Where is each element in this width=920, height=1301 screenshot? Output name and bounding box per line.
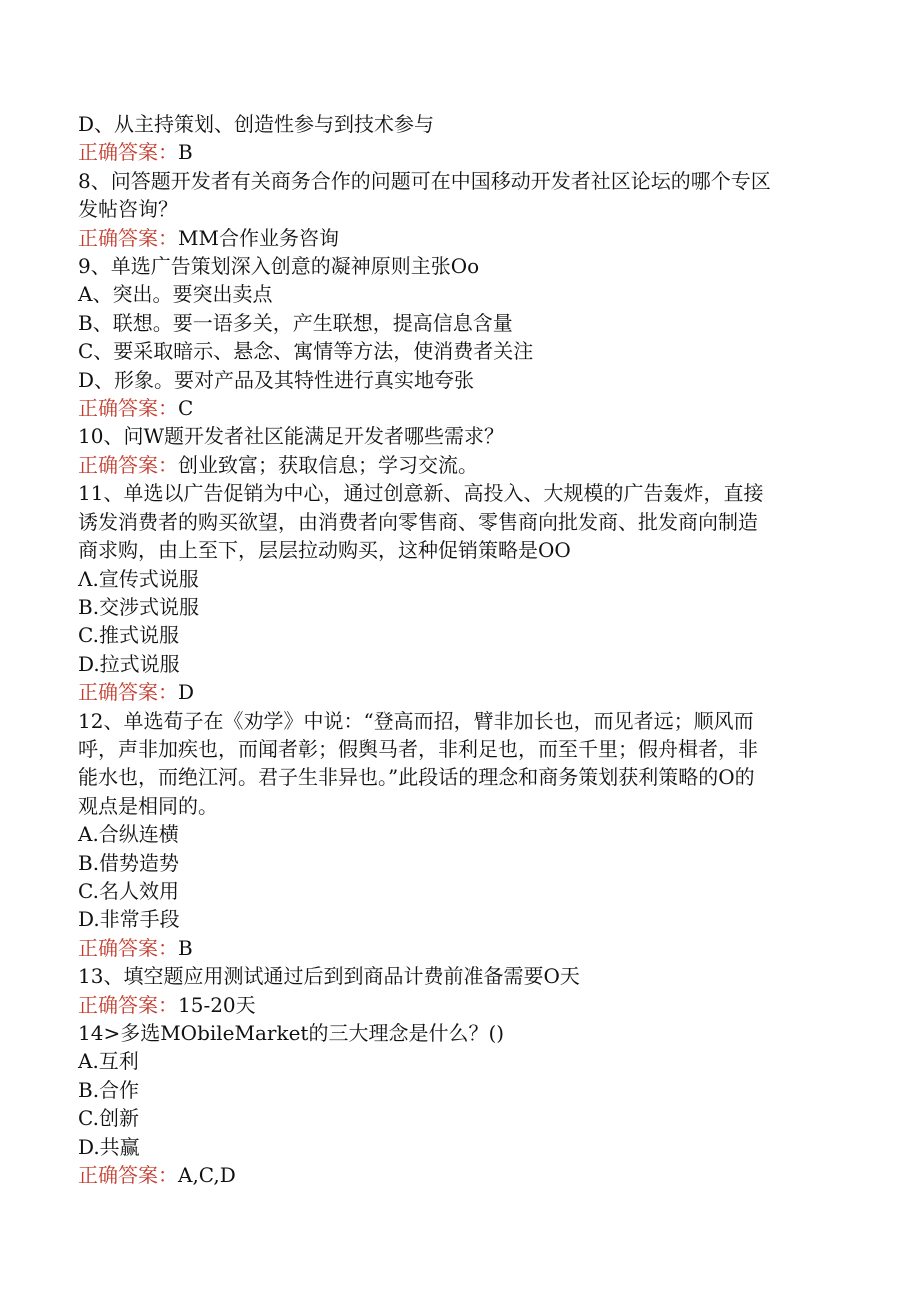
answer-line bbox=[78, 394, 838, 422]
answer-label: 正确答案： bbox=[78, 1163, 178, 1188]
text-line: D、从主持策划、创造性参与到技术参与 bbox=[78, 112, 435, 136]
answer-line bbox=[78, 678, 838, 706]
text-line: A.互利 bbox=[78, 1049, 139, 1074]
answer-line bbox=[78, 224, 838, 252]
answer-line bbox=[78, 934, 838, 962]
text-line: B、联想。要一语多关，产生联想，提高信息含量 bbox=[78, 310, 513, 335]
text-line: C.推式说服 bbox=[78, 623, 179, 648]
answer-value: B bbox=[178, 935, 193, 960]
text-line: 8、问答题开发者有关商务合作的问题可在中国移动开发者社区论坛的哪个专区 bbox=[78, 168, 771, 193]
text-line: 12、单选荀子在《劝学》中说：“登高而招，臂非加长也，而见者远；顺风而 bbox=[78, 708, 754, 733]
text-line: C.创新 bbox=[78, 1106, 139, 1131]
text-line: D.非常手段 bbox=[78, 907, 180, 932]
document-body bbox=[78, 110, 838, 1189]
text-line: C、要采取暗示、悬念、寓情等方法，使消费者关注 bbox=[78, 339, 534, 364]
answer-value: D bbox=[178, 680, 195, 705]
answer-label: 正确答案： bbox=[78, 935, 178, 960]
text-line: D.拉式说服 bbox=[78, 651, 180, 676]
answer-label: 正确答案： bbox=[78, 396, 178, 421]
answer-value: A,C,D bbox=[178, 1163, 236, 1188]
text-line: Λ.宣传式说服 bbox=[78, 566, 199, 591]
answer-line bbox=[78, 991, 838, 1019]
text-line: B.合作 bbox=[78, 1077, 140, 1102]
answer-line bbox=[78, 138, 838, 166]
text-line: 10、问W题开发者社区能满足开发者哪些需求？ bbox=[78, 424, 505, 449]
text-line: B.借势造势 bbox=[78, 850, 180, 875]
answer-value: MM合作业务咨询 bbox=[178, 225, 339, 250]
text-line: A、突出。要突出卖点 bbox=[78, 282, 273, 307]
answer-label: 正确答案： bbox=[78, 680, 178, 705]
text-line: 观点是相同的。 bbox=[78, 793, 218, 818]
answer-line bbox=[78, 451, 838, 479]
answer-label: 正确答案： bbox=[78, 992, 178, 1017]
text-line: 发帖咨询？ bbox=[78, 197, 178, 222]
text-line: A.合纵连横 bbox=[78, 822, 179, 847]
text-line: 9、单选广告策划深入创意的凝神原则主张Oo bbox=[78, 254, 480, 279]
text-line: 商求购，由上至下，层层拉动购买，这种促销策略是OO bbox=[78, 538, 571, 563]
text-line: 14>多选MObileMarket的三大理念是什么？() bbox=[78, 1021, 505, 1045]
text-line: 能水也，而绝江河。君子生非异也。”此段话的理念和商务策划获利策略的O的 bbox=[78, 765, 755, 790]
answer-line bbox=[78, 1161, 838, 1189]
answer-label: 正确答案： bbox=[78, 140, 178, 165]
answer-value: C bbox=[178, 396, 194, 421]
text-line: 诱发消费者的购买欲望，由消费者向零售商、零售商向批发商、批发商向制造 bbox=[78, 509, 758, 534]
answer-label: 正确答案： bbox=[78, 225, 178, 250]
answer-value: B bbox=[178, 140, 193, 165]
text-line: C.名人效用 bbox=[78, 878, 179, 903]
answer-value: 创业致富；获取信息；学习交流。 bbox=[178, 452, 478, 477]
answer-label: 正确答案： bbox=[78, 452, 178, 477]
text-line: B.交涉式说服 bbox=[78, 594, 200, 619]
text-line: 呼，声非加疾也，而闻者彰；假舆马者，非利足也，而至千里；假舟楫者，非 bbox=[78, 736, 758, 761]
text-line: D、形象。要对产品及其特性进行真实地夸张 bbox=[78, 367, 475, 392]
answer-value: 15-20天 bbox=[178, 992, 256, 1017]
text-line: D.共赢 bbox=[78, 1134, 140, 1159]
text-line: 11、单选以广告促销为中心，通过创意新、高投入、大规模的广告轰炸，直接 bbox=[78, 481, 764, 506]
text-line: 13、填空题应用测试通过后到到商品计费前准备需要O天 bbox=[78, 964, 580, 989]
